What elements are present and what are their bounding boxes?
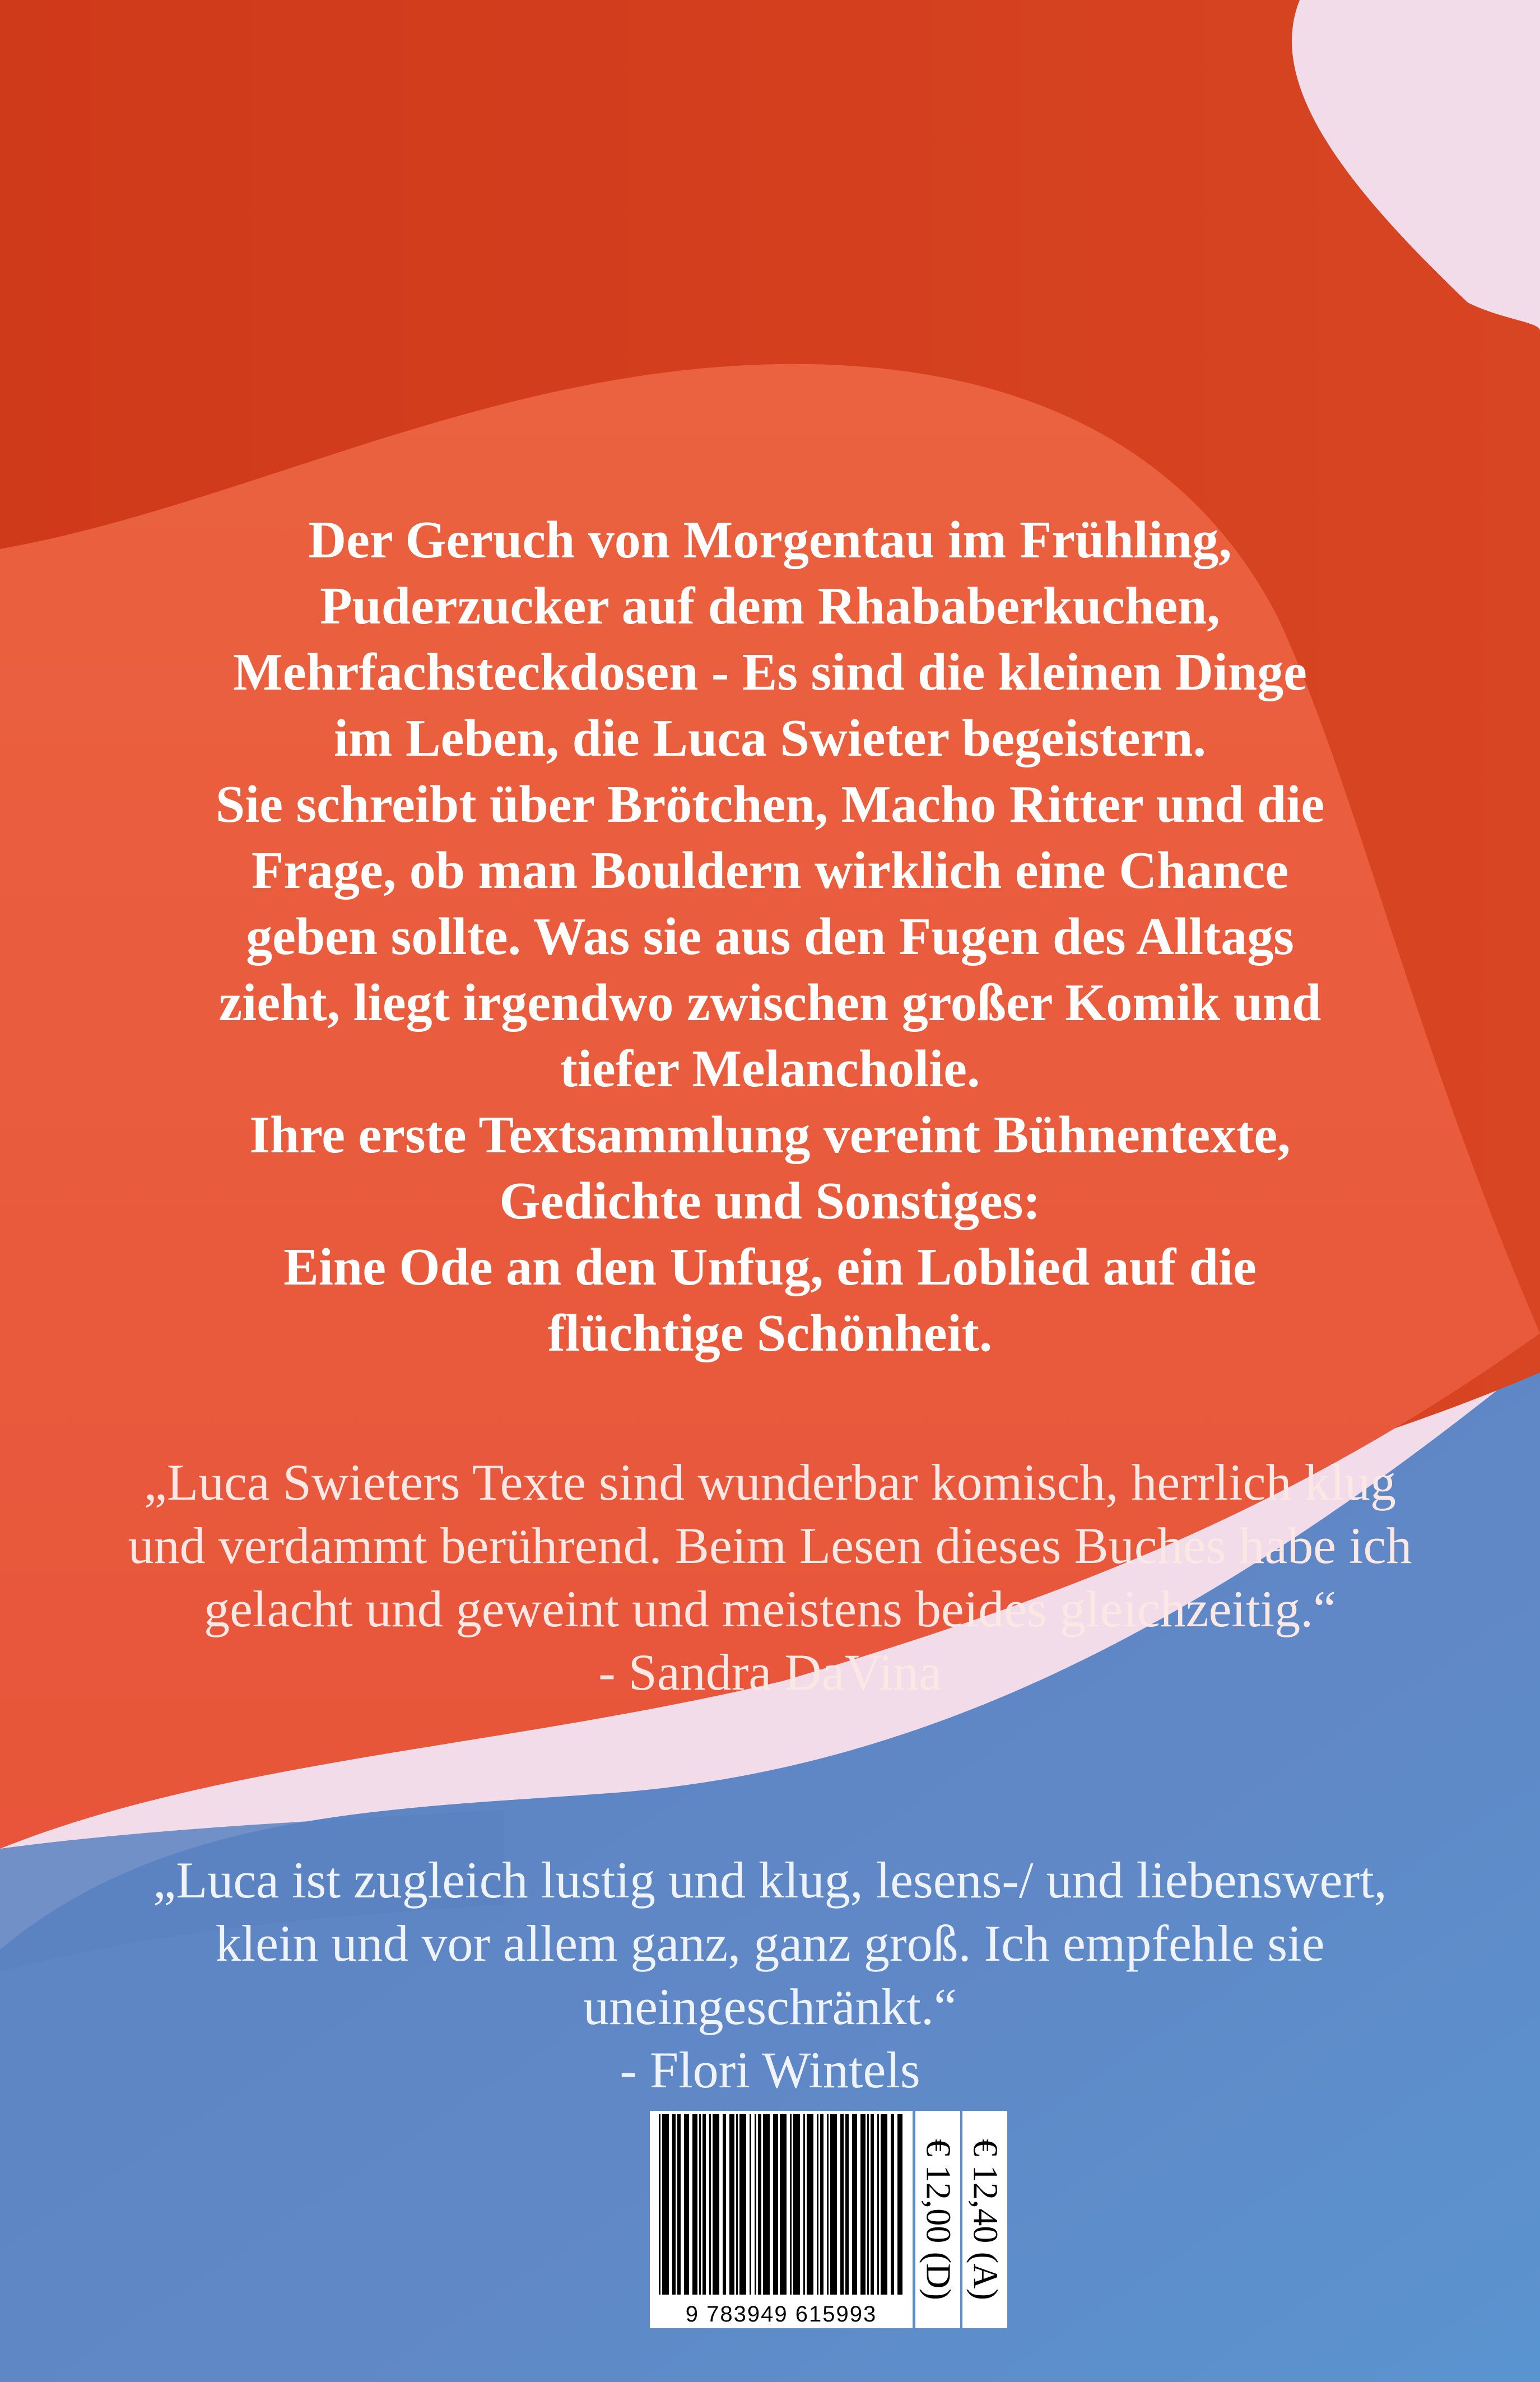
quote-line: gelacht und geweint und meistens beides gleichzeitig.“ [204, 1580, 1336, 1637]
barcode-bar [780, 2114, 787, 2295]
barcode-bar [709, 2114, 711, 2295]
barcode-bar [750, 2114, 751, 2295]
barcode-bar [672, 2114, 676, 2295]
barcode-bar [793, 2114, 800, 2295]
barcode-bar [684, 2114, 689, 2295]
barcode-bar [758, 2114, 761, 2295]
barcode-bar [736, 2114, 738, 2295]
barcode-bars [655, 2114, 907, 2295]
blurb-line: im Leben, die Luca Swieter begeistern. [334, 709, 1206, 767]
review-quote-flori-wintels [73, 1849, 1467, 2102]
blurb-line: Der Geruch von Morgentau im Frühling, [308, 511, 1232, 569]
quote-line: klein und vor allem ganz, ganz groß. Ich empfehle sie [215, 1915, 1325, 1972]
price-austria: € 12,40 (A) [966, 2139, 1004, 2300]
barcode-bar [852, 2114, 857, 2295]
barcode-bar [877, 2114, 879, 2295]
blurb-line: Mehrfachsteckdosen - Es sind die kleinen Dinge [233, 643, 1307, 701]
blurb-line: tiefer Melancholie. [560, 1040, 980, 1098]
barcode-bar [840, 2114, 844, 2295]
barcode-bar [790, 2114, 792, 2295]
barcode-bar [713, 2114, 719, 2295]
quote-line: „Luca Swieters Texte sind wunderbar komisch, herrlich klug [144, 1454, 1396, 1511]
barcode-bar [677, 2114, 681, 2295]
price-germany-box [915, 2111, 960, 2328]
barcode-bar [702, 2114, 706, 2295]
barcode-bar [729, 2114, 734, 2295]
barcode-bar [692, 2114, 697, 2295]
blurb-line: Puderzucker auf dem Rhababerkuchen, [320, 577, 1220, 635]
barcode-bar [699, 2114, 701, 2295]
quote-author: - Sandra DaVina [598, 1644, 942, 1701]
barcode-bar [871, 2114, 874, 2295]
barcode-bar [662, 2114, 669, 2295]
barcode-bar [827, 2114, 829, 2295]
barcode-bar [659, 2114, 660, 2295]
review-quote-sandra-davina [73, 1451, 1467, 1704]
blurb-line: Sie schreibt über Brötchen, Macho Ritter und die [215, 775, 1325, 834]
quote-line: „Luca ist zugleich lustig und klug, lesens-/ und liebenswert, [153, 1851, 1387, 1909]
barcode-bar [763, 2114, 770, 2295]
price-austria-box [962, 2111, 1007, 2328]
barcode-bar [845, 2114, 849, 2295]
barcode-bar [807, 2114, 813, 2295]
quote-line: uneingeschränkt.“ [583, 1978, 957, 2035]
blurb-line: Ihre erste Textsammlung vereint Bühnentexte, [249, 1106, 1291, 1164]
blurb-line: flüchtige Schönheit. [547, 1304, 993, 1362]
price-germany: € 12,00 (D) [919, 2139, 957, 2300]
barcode-bar [867, 2114, 869, 2295]
isbn-number: 9 783949 615993 [685, 2302, 877, 2327]
isbn-barcode [650, 2111, 913, 2328]
barcode-bar [803, 2114, 805, 2295]
blurb-line: Frage, ob man Bouldern wirklich eine Chance [251, 841, 1289, 900]
barcode-bar [860, 2114, 866, 2295]
barcode-bar [820, 2114, 823, 2295]
blurb-line: Eine Ode an den Unfug, ein Loblied auf die [283, 1238, 1257, 1296]
barcode-bar [723, 2114, 726, 2295]
blurb-line: geben sollte. Was sie aus den Fugen des Alltags [246, 908, 1294, 966]
blurb-line: zieht, liegt irgendwo zwischen großer Komik und [218, 974, 1322, 1032]
barcode-bar [755, 2114, 756, 2295]
quote-author: - Flori Wintels [620, 2041, 920, 2099]
blurb-text [73, 507, 1467, 1366]
barcode-bar [817, 2114, 818, 2295]
blurb-line: Gedichte und Sonstiges: [499, 1172, 1041, 1230]
quote-line: und verdammt berührend. Beim Lesen dieses Buches habe ich [128, 1517, 1412, 1574]
barcode-bar [773, 2114, 778, 2295]
barcode-bar [830, 2114, 837, 2295]
barcode-bar [881, 2114, 887, 2295]
barcode-bar [891, 2114, 894, 2295]
barcode-bar [897, 2114, 902, 2295]
barcode-bar [739, 2114, 746, 2295]
